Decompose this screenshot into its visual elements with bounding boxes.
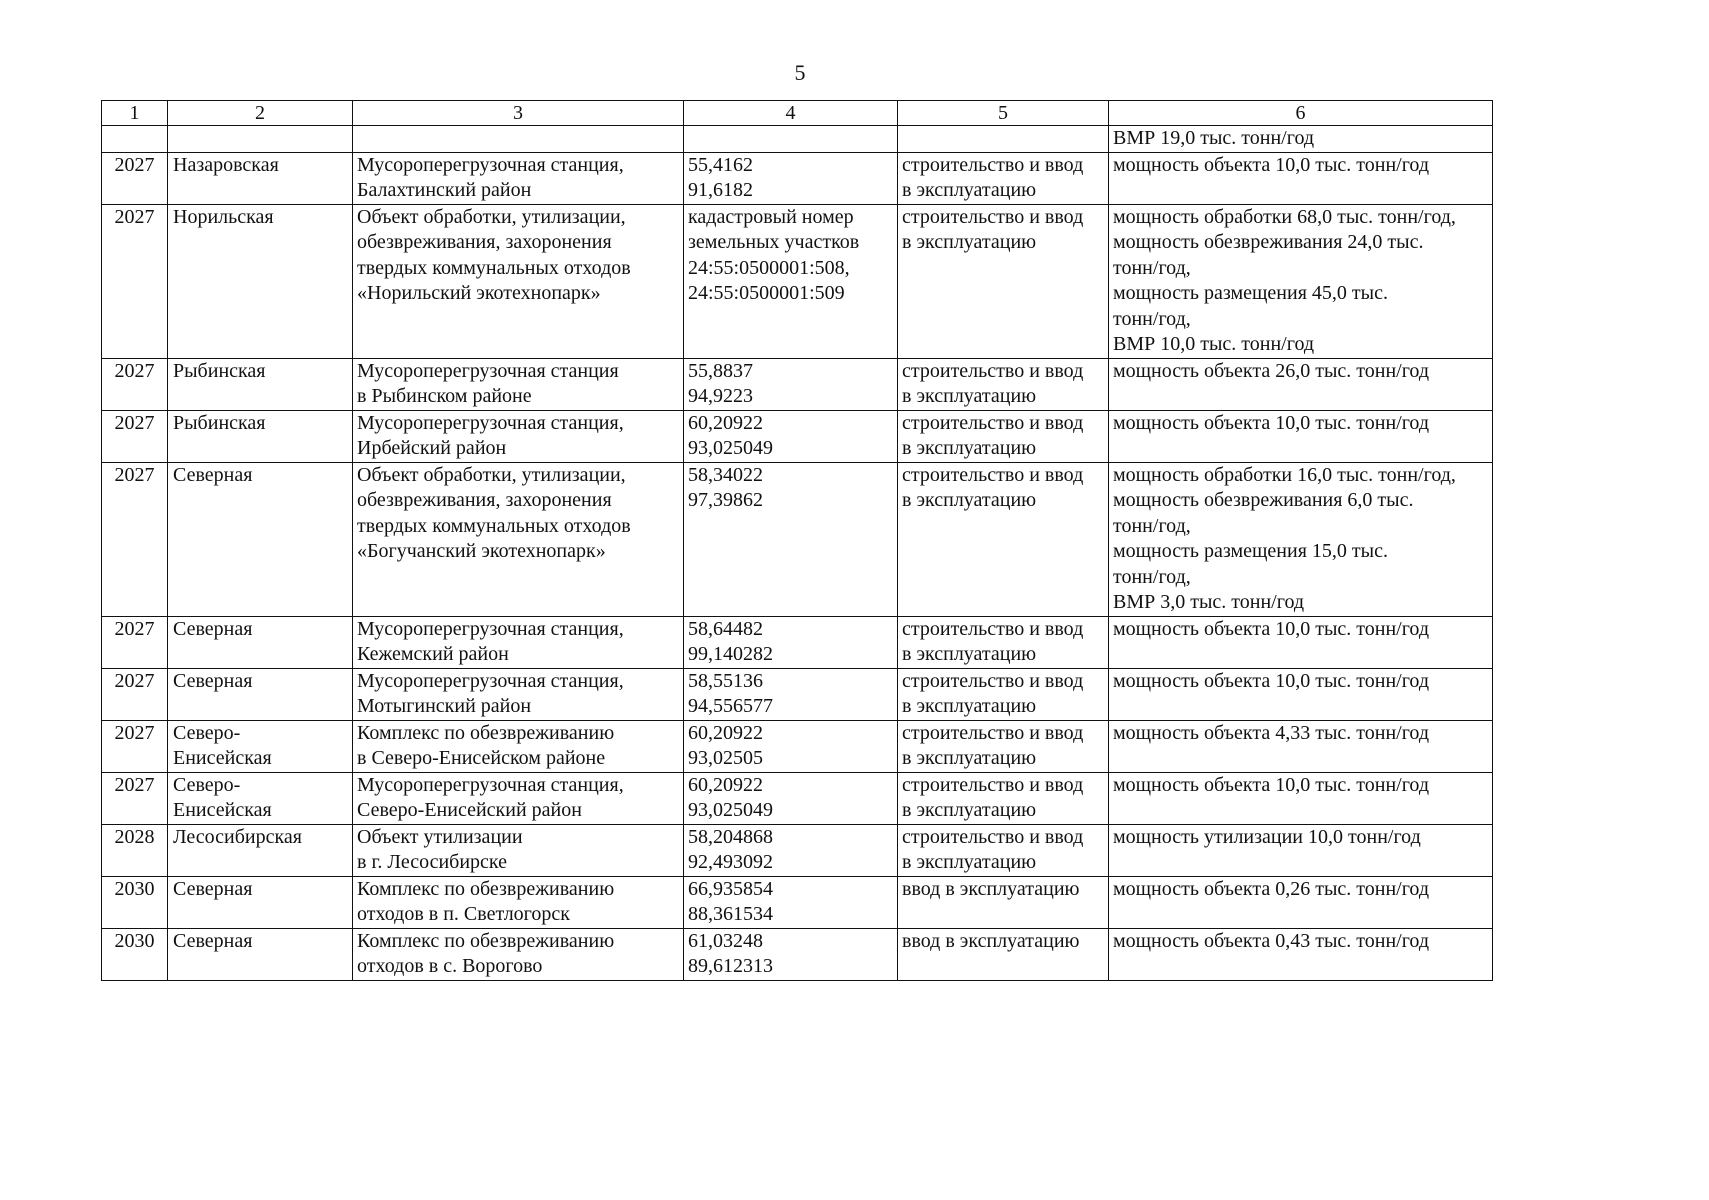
year-cell: 2030 — [102, 876, 168, 928]
object-cell: Мусороперегрузочная станция, Мотыгинский район — [353, 668, 684, 720]
location-cell: 60,20922 93,02505 — [684, 720, 898, 772]
capacity-cell: мощность объекта 4,33 тыс. тонн/год — [1109, 720, 1493, 772]
location-cell: 58,34022 97,39862 — [684, 462, 898, 616]
action-cell — [898, 126, 1109, 153]
action-cell: ввод в эксплуатацию — [898, 928, 1109, 980]
year-cell: 2030 — [102, 928, 168, 980]
table-row — [102, 668, 1493, 720]
zone-cell: Рыбинская — [168, 410, 353, 462]
object-cell: Комплекс по обезвреживанию отходов в с. Ворогово — [353, 928, 684, 980]
object-cell: Мусороперегрузочная станция, Северо-Енисейский район — [353, 772, 684, 824]
zone-cell: Назаровская — [168, 152, 353, 204]
location-cell: 60,20922 93,025049 — [684, 410, 898, 462]
table-row — [102, 876, 1493, 928]
zone-cell: Северная — [168, 876, 353, 928]
year-cell — [102, 126, 168, 153]
year-cell: 2027 — [102, 668, 168, 720]
zone-cell: Северная — [168, 462, 353, 616]
location-cell: 55,8837 94,9223 — [684, 358, 898, 410]
location-cell: 58,64482 99,140282 — [684, 616, 898, 668]
zone-cell: Норильская — [168, 204, 353, 358]
year-cell: 2027 — [102, 772, 168, 824]
object-cell: Объект утилизации в г. Лесосибирске — [353, 824, 684, 876]
zone-cell — [168, 126, 353, 153]
action-cell: строительство и ввод в эксплуатацию — [898, 358, 1109, 410]
column-number-header: 4 — [684, 101, 898, 126]
page-number: 5 — [794, 60, 806, 85]
capacity-cell: мощность объекта 10,0 тыс. тонн/год — [1109, 616, 1493, 668]
column-number-header: 3 — [353, 101, 684, 126]
column-number-header: 5 — [898, 101, 1109, 126]
year-cell: 2027 — [102, 616, 168, 668]
capacity-cell: мощность обработки 16,0 тыс. тонн/год, мощность обезвреживания 6,0 тыс. тонн/год, мощность размещения 15,0 тыс. тонн/год, ВМР 3,0 тыс. тонн/год — [1109, 462, 1493, 616]
table-row — [102, 616, 1493, 668]
object-cell: Комплекс по обезвреживанию в Северо-Енисейском районе — [353, 720, 684, 772]
object-cell: Объект обработки, утилизации, обезвреживания, захоронения твердых коммунальных отходов «Норильский экотехнопарк» — [353, 204, 684, 358]
capacity-cell: мощность утилизации 10,0 тонн/год — [1109, 824, 1493, 876]
table-row — [102, 824, 1493, 876]
object-cell: Мусороперегрузочная станция, Кежемский район — [353, 616, 684, 668]
action-cell: строительство и ввод в эксплуатацию — [898, 462, 1109, 616]
location-cell: кадастровый номер земельных участков 24:55:0500001:508, 24:55:0500001:509 — [684, 204, 898, 358]
action-cell: строительство и ввод в эксплуатацию — [898, 152, 1109, 204]
zone-cell: Лесосибирская — [168, 824, 353, 876]
object-cell: Комплекс по обезвреживанию отходов в п. Светлогорск — [353, 876, 684, 928]
year-cell: 2027 — [102, 462, 168, 616]
table-header-row — [102, 101, 1493, 126]
action-cell: строительство и ввод в эксплуатацию — [898, 410, 1109, 462]
capacity-cell: мощность объекта 10,0 тыс. тонн/год — [1109, 410, 1493, 462]
object-cell — [353, 126, 684, 153]
table-row — [102, 358, 1493, 410]
year-cell: 2027 — [102, 410, 168, 462]
zone-cell: Рыбинская — [168, 358, 353, 410]
year-cell: 2027 — [102, 204, 168, 358]
location-cell: 58,55136 94,556577 — [684, 668, 898, 720]
capacity-cell: мощность объекта 10,0 тыс. тонн/год — [1109, 772, 1493, 824]
object-cell: Мусороперегрузочная станция в Рыбинском районе — [353, 358, 684, 410]
location-cell: 58,204868 92,493092 — [684, 824, 898, 876]
location-cell: 55,4162 91,6182 — [684, 152, 898, 204]
location-cell: 61,03248 89,612313 — [684, 928, 898, 980]
table-row — [102, 410, 1493, 462]
action-cell: строительство и ввод в эксплуатацию — [898, 204, 1109, 358]
capacity-cell: мощность объекта 0,43 тыс. тонн/год — [1109, 928, 1493, 980]
column-number-header: 6 — [1109, 101, 1493, 126]
location-cell: 66,935854 88,361534 — [684, 876, 898, 928]
infrastructure-table — [101, 100, 1493, 981]
location-cell — [684, 126, 898, 153]
zone-cell: Северная — [168, 668, 353, 720]
table-row — [102, 204, 1493, 358]
capacity-cell: мощность объекта 26,0 тыс. тонн/год — [1109, 358, 1493, 410]
year-cell: 2027 — [102, 720, 168, 772]
zone-cell: Северо- Енисейская — [168, 720, 353, 772]
table-row — [102, 462, 1493, 616]
table-row — [102, 772, 1493, 824]
action-cell: строительство и ввод в эксплуатацию — [898, 668, 1109, 720]
action-cell: строительство и ввод в эксплуатацию — [898, 616, 1109, 668]
zone-cell: Северо- Енисейская — [168, 772, 353, 824]
capacity-cell: мощность объекта 10,0 тыс. тонн/год — [1109, 152, 1493, 204]
object-cell: Мусороперегрузочная станция, Балахтинский район — [353, 152, 684, 204]
capacity-cell: мощность объекта 0,26 тыс. тонн/год — [1109, 876, 1493, 928]
action-cell: строительство и ввод в эксплуатацию — [898, 720, 1109, 772]
table-row — [102, 152, 1493, 204]
table-row — [102, 928, 1493, 980]
location-cell: 60,20922 93,025049 — [684, 772, 898, 824]
year-cell: 2027 — [102, 152, 168, 204]
table-row — [102, 126, 1493, 153]
year-cell: 2028 — [102, 824, 168, 876]
capacity-cell: ВМР 19,0 тыс. тонн/год — [1109, 126, 1493, 153]
table-row — [102, 720, 1493, 772]
object-cell: Объект обработки, утилизации, обезвреживания, захоронения твердых коммунальных отходов «Богучанский экотехнопарк» — [353, 462, 684, 616]
action-cell: строительство и ввод в эксплуатацию — [898, 824, 1109, 876]
capacity-cell: мощность обработки 68,0 тыс. тонн/год, мощность обезвреживания 24,0 тыс. тонн/год, мощность размещения 45,0 тыс. тонн/год, ВМР 10,0 тыс. тонн/год — [1109, 204, 1493, 358]
action-cell: ввод в эксплуатацию — [898, 876, 1109, 928]
year-cell: 2027 — [102, 358, 168, 410]
column-number-header: 1 — [102, 101, 168, 126]
capacity-cell: мощность объекта 10,0 тыс. тонн/год — [1109, 668, 1493, 720]
column-number-header: 2 — [168, 101, 353, 126]
zone-cell: Северная — [168, 928, 353, 980]
object-cell: Мусороперегрузочная станция, Ирбейский район — [353, 410, 684, 462]
action-cell: строительство и ввод в эксплуатацию — [898, 772, 1109, 824]
zone-cell: Северная — [168, 616, 353, 668]
